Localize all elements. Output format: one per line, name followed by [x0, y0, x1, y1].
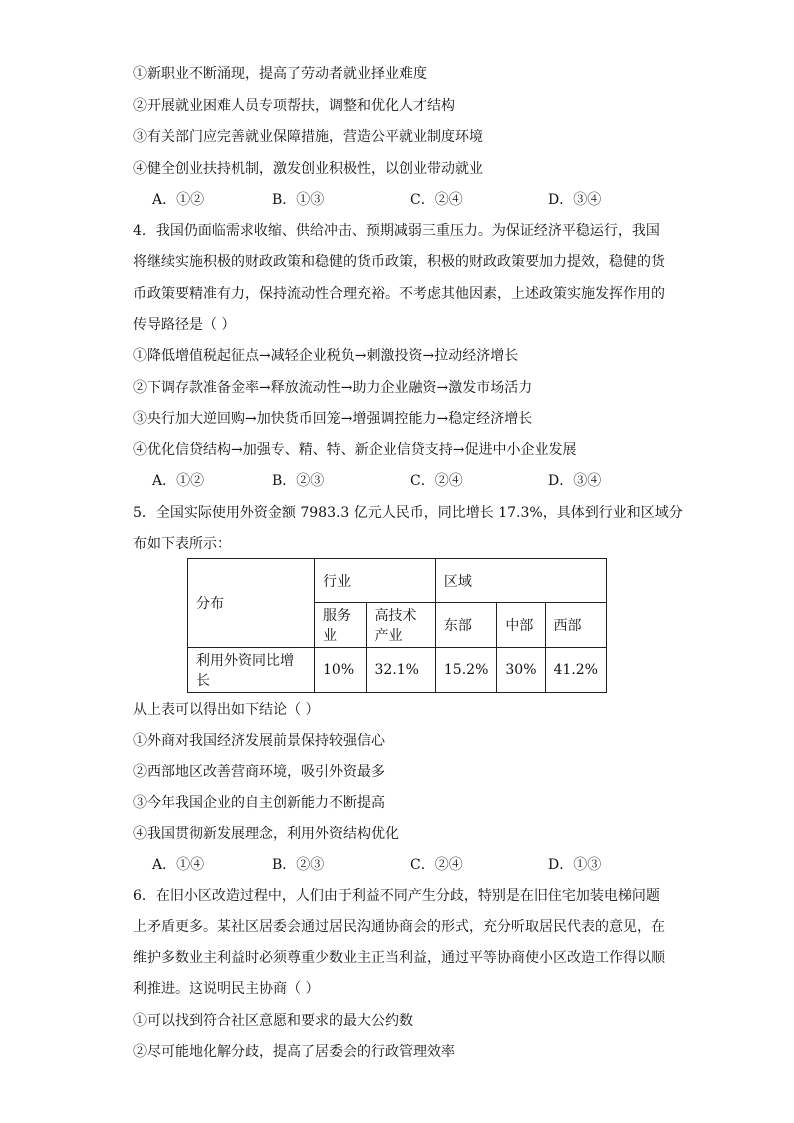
q6-stem-line-2: 上矛盾更多。某社区居委会通过居民沟通协商会的形式，充分听取居民代表的意见，在: [133, 919, 665, 935]
q4-stem-line-1: 4．我国仍面临需求收缩、供给冲击、预期减弱三重压力。为保证经济平稳运行，我国: [133, 223, 660, 239]
q5-option-2: ②西部地区改善营商环境，吸引外资最多: [133, 764, 385, 780]
q5-option-4: ④我国贯彻新发展理念，利用外资结构优化: [133, 826, 399, 842]
q3-choice-d: D．③④: [548, 192, 602, 208]
q5-stem-line-1: 5．全国实际使用外资金额 7983.3 亿元人民币，同比增长 17.3%，具体到行业和区域分: [133, 505, 683, 521]
q6-option-2: ②尽可能地化解分歧，提高了居委会的行政管理效率: [133, 1044, 455, 1060]
q3-choices: [152, 190, 632, 210]
q5-question: 从上表可以得出如下结论（ ）: [133, 702, 320, 718]
q4-stem-line-2: 将继续实施积极的财政政策和稳健的货币政策，积极的财政政策要加力提效，稳健的货: [133, 254, 665, 270]
table-group-industry: 行业: [315, 559, 436, 603]
distribution-table: [187, 558, 607, 693]
q3-choice-c: C．②④: [410, 192, 463, 208]
q4-stem-line-3: 币政策要精准有力，保持流动性合理充裕。不考虑其他因素，上述政策实施发挥作用的: [133, 286, 665, 302]
q4-stem-line-4: 传导路径是（ ）: [133, 317, 236, 333]
q4-choice-d: D．③④: [548, 473, 602, 489]
q3-option-1: ①新职业不断涌现，提高了劳动者就业择业难度: [133, 66, 427, 82]
q4-option-2: ②下调存款准备金率→释放流动性→助力企业融资→激发市场活力: [133, 380, 533, 396]
table-cell-service: 10%: [315, 648, 367, 693]
q4-choices: [152, 471, 632, 491]
q5-choice-a: A．①④: [152, 857, 205, 873]
q6-option-1: ①可以找到符合社区意愿和要求的最大公约数: [133, 1013, 413, 1029]
table-col-service: 服务业: [315, 603, 367, 648]
table-cell-east: 15.2%: [435, 648, 496, 693]
table-col-hightech: 高技术产业: [366, 603, 435, 648]
q3-choice-b: B．①③: [272, 192, 325, 208]
table-col-central: 中部: [497, 603, 545, 648]
q6-stem-line-4: 利推进。这说明民主协商（ ）: [133, 981, 320, 997]
q5-option-3: ③今年我国企业的自主创新能力不断提高: [133, 795, 385, 811]
q4-choice-c: C．②④: [410, 473, 463, 489]
q5-option-1: ①外商对我国经济发展前景保持较强信心: [133, 733, 385, 749]
table-corner-cell: 分布: [188, 559, 315, 648]
table-group-region: 区域: [435, 559, 606, 603]
table-cell-hightech: 32.1%: [366, 648, 435, 693]
q5-choices: [152, 855, 632, 875]
table-cell-west: 41.2%: [545, 648, 607, 693]
q6-stem-line-3: 维护多数业主利益时必须尊重少数业主正当利益，通过平等协商使小区改造工作得以顺: [133, 950, 665, 966]
q3-choice-a: A．①②: [152, 192, 205, 208]
q4-option-4: ④优化信贷结构→加强专、精、特、新企业信贷支持→促进中小企业发展: [133, 442, 577, 458]
q3-option-3: ③有关部门应完善就业保障措施，营造公平就业制度环境: [133, 129, 483, 145]
q5-choice-b: B．②③: [272, 857, 325, 873]
table-col-west: 西部: [545, 603, 607, 648]
q4-option-3: ③央行加大逆回购→加快货币回笼→增强调控能力→稳定经济增长: [133, 411, 533, 427]
table-cell-central: 30%: [497, 648, 545, 693]
q5-choice-c: C．②④: [410, 857, 463, 873]
q5-stem-line-2: 布如下表所示：: [133, 536, 231, 552]
q4-choice-b: B．②③: [272, 473, 325, 489]
q3-option-4: ④健全创业扶持机制，激发创业积极性，以创业带动就业: [133, 161, 483, 177]
q3-option-2: ②开展就业困难人员专项帮扶，调整和优化人才结构: [133, 98, 455, 114]
q5-choice-d: D．①③: [548, 857, 602, 873]
table-col-east: 东部: [435, 603, 496, 648]
table-row-label: 利用外资同比增长: [188, 648, 315, 693]
q6-stem-line-1: 6．在旧小区改造过程中，人们由于利益不同产生分歧，特别是在旧住宅加装电梯问题: [133, 888, 660, 904]
q4-choice-a: A．①②: [152, 473, 205, 489]
q4-option-1: ①降低增值税起征点→减轻企业税负→刺激投资→拉动经济增长: [133, 348, 519, 364]
